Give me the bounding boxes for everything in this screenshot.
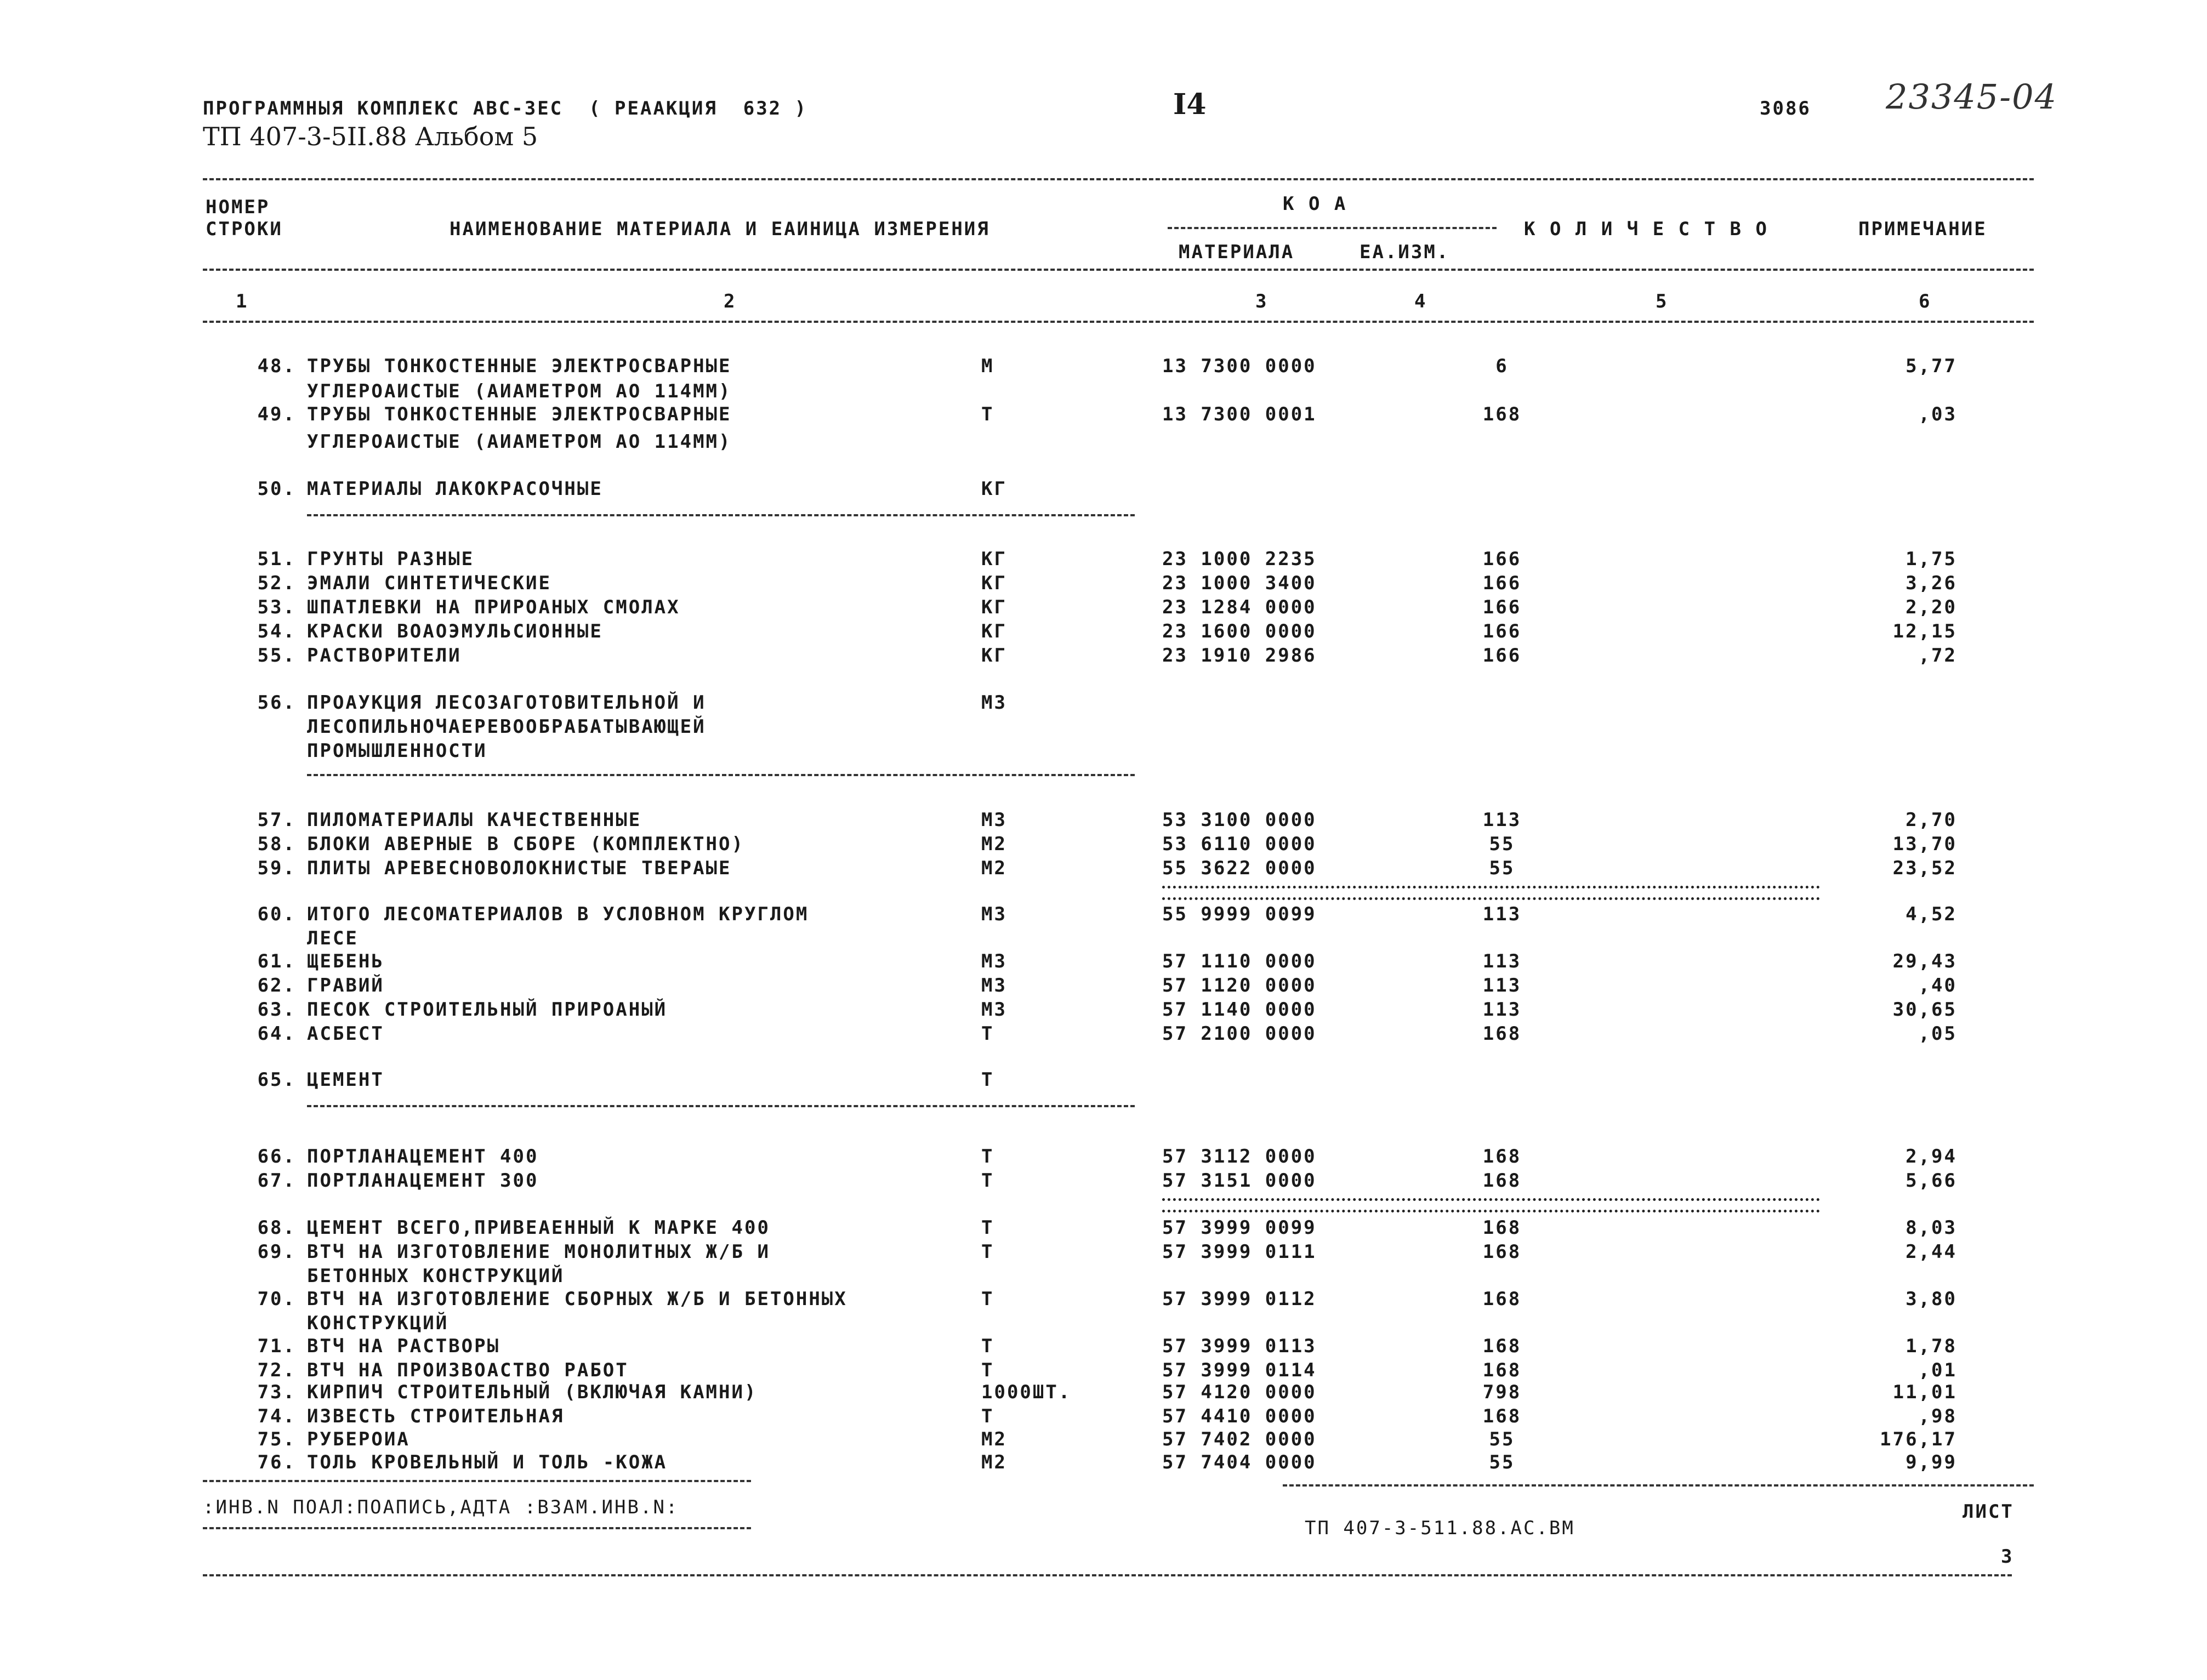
row-unit: КГ — [981, 572, 1007, 594]
row-number: 68. — [257, 1217, 296, 1239]
row-unit: КГ — [981, 645, 1007, 667]
row-material-code: 57 3112 0000 — [1162, 1146, 1317, 1168]
table-row — [203, 975, 2012, 999]
row-name: ПЕСОК СТРОИТЕЛЬНЫЙ ПРИРОАНЫЙ — [307, 999, 668, 1021]
row-number: 65. — [257, 1069, 296, 1091]
table-row — [203, 355, 2012, 379]
table-row — [203, 857, 2012, 881]
row-number: 55. — [257, 645, 296, 667]
row-material-code: 57 3999 0114 — [1162, 1359, 1317, 1381]
row-unit: КГ — [981, 478, 1007, 500]
row-name: ГРУНТЫ РАЗНЫЕ — [307, 548, 475, 570]
row-material-code: 53 6110 0000 — [1162, 833, 1317, 855]
row-quantity: ,40 — [1918, 975, 1957, 996]
row-number: 61. — [257, 950, 296, 972]
page-number: I4 — [1173, 88, 1207, 121]
row-number: 73. — [257, 1381, 296, 1403]
row-name-line2: БЕТОННЫХ КОНСТРУКЦИЙ — [307, 1265, 565, 1287]
row-quantity: 11,01 — [1892, 1381, 1957, 1403]
row-quantity: 2,94 — [1905, 1146, 1957, 1168]
row-quantity: 2,44 — [1905, 1241, 1957, 1263]
row-material-code: 23 1910 2986 — [1162, 645, 1317, 667]
row-number: 56. — [257, 692, 296, 714]
row-unit-code: 166 — [1482, 645, 1522, 667]
table-row — [203, 1217, 2012, 1241]
row-quantity: 5,66 — [1905, 1170, 1957, 1192]
total-separator — [1162, 1198, 1820, 1212]
row-name: ШПАТЛЕВКИ НА ПРИРОАНЫХ СМОЛАХ — [307, 596, 680, 618]
row-quantity: 29,43 — [1892, 950, 1957, 972]
row-unit-code: 6 — [1495, 355, 1509, 377]
row-unit: Т — [981, 1288, 994, 1310]
row-unit-code: 168 — [1482, 403, 1522, 425]
row-name: ЩЕБЕНЬ — [307, 950, 384, 972]
table-row — [203, 903, 2012, 927]
row-unit-code: 168 — [1482, 1359, 1522, 1381]
col-num-1: 1 — [236, 291, 249, 312]
row-number: 76. — [257, 1451, 296, 1473]
row-material-code: 57 3999 0111 — [1162, 1241, 1317, 1263]
footer-stamp-labels: :ИНВ.N ПОАЛ:ПОАПИСЬ,АДТА :ВЗАМ.ИНВ.N: — [203, 1496, 679, 1518]
row-quantity: ,05 — [1918, 1023, 1957, 1045]
footer-document-code: ТП 407-3-511.88.АС.ВМ — [1305, 1517, 1575, 1539]
row-unit: М3 — [981, 975, 1007, 996]
footer-stamp-rule — [203, 1527, 751, 1529]
row-unit-code: 798 — [1482, 1381, 1522, 1403]
row-unit-code: 168 — [1482, 1241, 1522, 1263]
table-row — [203, 1069, 2012, 1093]
row-quantity: 13,70 — [1892, 833, 1957, 855]
row-name-line2: ЛЕСЕ — [307, 927, 359, 949]
table-row — [203, 809, 2012, 833]
row-number: 62. — [257, 975, 296, 996]
row-number: 67. — [257, 1170, 296, 1192]
row-quantity: ,01 — [1918, 1359, 1957, 1381]
row-name: КРАСКИ ВОАОЭМУЛЬСИОННЫЕ — [307, 620, 603, 642]
row-name: ПОРТЛАНАЦЕМЕНТ 300 — [307, 1170, 539, 1192]
row-name: ЦЕМЕНТ — [307, 1069, 384, 1091]
row-unit-code: 168 — [1482, 1023, 1522, 1045]
row-name: ТРУБЫ ТОНКОСТЕННЫЕ ЭЛЕКТРОСВАРНЫЕ — [307, 355, 732, 377]
row-unit: Т — [981, 1170, 994, 1192]
footer-sheet-number: 3 — [2001, 1546, 2014, 1568]
table-row — [203, 620, 2012, 645]
row-material-code: 23 1284 0000 — [1162, 596, 1317, 618]
row-unit: Т — [981, 1069, 994, 1091]
group-rule — [307, 514, 1135, 516]
row-unit-code: 168 — [1482, 1335, 1522, 1357]
row-material-code: 23 1600 0000 — [1162, 620, 1317, 642]
header-material: МАТЕРИАЛА — [1179, 241, 1295, 263]
table-row — [203, 596, 2012, 620]
row-name: ПИЛОМАТЕРИАЛЫ КАЧЕСТВЕННЫЕ — [307, 809, 642, 831]
album-title: ТП 407-3-5II.88 Альбом 5 — [203, 122, 538, 151]
row-quantity: 8,03 — [1905, 1217, 1957, 1239]
group-rule — [307, 774, 1135, 776]
row-unit-code: 168 — [1482, 1170, 1522, 1192]
row-quantity: 1,78 — [1905, 1335, 1957, 1357]
row-material-code: 23 1000 2235 — [1162, 548, 1317, 570]
row-name-line2: ЛЕСОПИЛЬНОЧАЕРЕВООБРАБАТЫВАЮЩЕЙ — [307, 716, 706, 738]
row-name: ПРОАУКЦИЯ ЛЕСОЗАГОТОВИТЕЛЬНОЙ И — [307, 692, 706, 714]
row-unit: Т — [981, 1405, 994, 1427]
footer-rule-bottom — [203, 1574, 2012, 1576]
row-unit: М2 — [981, 857, 1007, 879]
row-unit-code: 55 — [1489, 833, 1515, 855]
total-separator — [1162, 886, 1820, 900]
row-material-code: 57 4410 0000 — [1162, 1405, 1317, 1427]
row-unit: М3 — [981, 950, 1007, 972]
footer-rule-right — [1283, 1484, 2034, 1487]
table-row — [203, 1241, 2012, 1265]
row-name: ЭМАЛИ СИНТЕТИЧЕСКИЕ — [307, 572, 551, 594]
row-number: 49. — [257, 403, 296, 425]
row-number: 64. — [257, 1023, 296, 1045]
col-num-2: 2 — [724, 291, 737, 312]
row-unit: КГ — [981, 548, 1007, 570]
footer-sheet-label: ЛИСТ — [1963, 1501, 2014, 1523]
row-quantity: ,03 — [1918, 403, 1957, 425]
row-material-code: 57 3999 0113 — [1162, 1335, 1317, 1357]
row-unit: М3 — [981, 903, 1007, 925]
table-row — [203, 833, 2012, 857]
row-unit: Т — [981, 1241, 994, 1263]
row-number: 51. — [257, 548, 296, 570]
row-number: 59. — [257, 857, 296, 879]
row-unit: Т — [981, 1335, 994, 1357]
row-name: ВТЧ НА ИЗГОТОВЛЕНИЕ СБОРНЫХ Ж/Б И БЕТОННЫХ — [307, 1288, 847, 1310]
row-number: 72. — [257, 1359, 296, 1381]
table-row — [203, 1359, 2012, 1383]
row-quantity: 30,65 — [1892, 999, 1957, 1021]
table-row — [203, 1451, 2012, 1476]
table-row — [203, 999, 2012, 1023]
row-material-code: 57 1110 0000 — [1162, 950, 1317, 972]
document-code: 3086 — [1760, 98, 1811, 119]
row-number: 74. — [257, 1405, 296, 1427]
row-number: 57. — [257, 809, 296, 831]
row-unit-code: 113 — [1482, 999, 1522, 1021]
row-material-code: 57 7404 0000 — [1162, 1451, 1317, 1473]
handwritten-number: 23345-04 — [1886, 77, 2058, 117]
row-number: 69. — [257, 1241, 296, 1263]
row-material-code: 23 1000 3400 — [1162, 572, 1317, 594]
row-number: 70. — [257, 1288, 296, 1310]
row-number: 48. — [257, 355, 296, 377]
row-number: 75. — [257, 1428, 296, 1450]
row-quantity: 5,77 — [1905, 355, 1957, 377]
row-quantity: 2,20 — [1905, 596, 1957, 618]
row-quantity: 12,15 — [1892, 620, 1957, 642]
row-material-code: 57 7402 0000 — [1162, 1428, 1317, 1450]
table-row — [203, 572, 2012, 596]
footer-rule-left — [203, 1480, 751, 1482]
row-unit: М3 — [981, 692, 1007, 714]
header-quantity: К О Л И Ч Е С Т В О — [1524, 218, 1768, 240]
row-unit-code: 113 — [1482, 975, 1522, 996]
table-row — [203, 645, 2012, 669]
row-unit-code: 168 — [1482, 1405, 1522, 1427]
table-row — [203, 478, 2012, 502]
row-name: РУБЕРОИА — [307, 1428, 410, 1450]
table-row — [203, 1405, 2012, 1430]
table-row — [203, 692, 2012, 716]
group-rule — [307, 1105, 1135, 1107]
row-number: 66. — [257, 1146, 296, 1168]
table-row — [203, 548, 2012, 572]
row-unit: Т — [981, 1217, 994, 1239]
row-name-line2: КОНСТРУКЦИЙ — [307, 1312, 449, 1334]
row-name: ЦЕМЕНТ ВСЕГО,ПРИВЕАЕННЫЙ К МАРКЕ 400 — [307, 1217, 770, 1239]
row-unit-code: 168 — [1482, 1217, 1522, 1239]
row-quantity: 3,80 — [1905, 1288, 1957, 1310]
row-name: ТРУБЫ ТОНКОСТЕННЫЕ ЭЛЕКТРОСВАРНЫЕ — [307, 403, 732, 425]
header-rule-bottom — [203, 321, 2034, 323]
header-row-no2: СТРОКИ — [206, 218, 283, 240]
row-name: БЛОКИ АВЕРНЫЕ В СБОРЕ (КОМПЛЕКТНО) — [307, 833, 744, 855]
header-code: К О А — [1283, 193, 1347, 215]
row-unit: М2 — [981, 1428, 1007, 1450]
row-number: 54. — [257, 620, 296, 642]
row-unit-code: 113 — [1482, 809, 1522, 831]
row-unit-code: 113 — [1482, 903, 1522, 925]
row-material-code: 57 3999 0112 — [1162, 1288, 1317, 1310]
row-unit-code: 168 — [1482, 1146, 1522, 1168]
row-quantity: 9,99 — [1905, 1451, 1957, 1473]
program-title: ПРОГРАММНЫЯ КОМПЛЕКС АВС-ЗЕС ( РЕААКЦИЯ 632 ) — [203, 98, 808, 119]
header-name: НАИМЕНОВАНИЕ МАТЕРИАЛА И ЕАИНИЦА ИЗМЕРЕНИЯ — [450, 218, 990, 240]
row-material-code: 57 3151 0000 — [1162, 1170, 1317, 1192]
row-number: 58. — [257, 833, 296, 855]
row-material-code: 57 3999 0099 — [1162, 1217, 1317, 1239]
row-name: ГРАВИЙ — [307, 975, 384, 996]
row-unit: Т — [981, 1023, 994, 1045]
col-num-5: 5 — [1656, 291, 1669, 312]
row-name: ИТОГО ЛЕСОМАТЕРИАЛОВ В УСЛОВНОМ КРУГЛОМ — [307, 903, 809, 925]
row-material-code: 57 4120 0000 — [1162, 1381, 1317, 1403]
row-name: КИРПИЧ СТРОИТЕЛЬНЫЙ (ВКЛЮЧАЯ КАМНИ) — [307, 1381, 758, 1403]
row-number: 60. — [257, 903, 296, 925]
table-row — [203, 1146, 2012, 1170]
row-unit-code: 168 — [1482, 1288, 1522, 1310]
row-unit: Т — [981, 403, 994, 425]
row-name: ВТЧ НА РАСТВОРЫ — [307, 1335, 500, 1357]
col-num-3: 3 — [1255, 291, 1269, 312]
row-quantity: 2,70 — [1905, 809, 1957, 831]
header-rule-top — [203, 178, 2034, 180]
row-quantity: 1,75 — [1905, 548, 1957, 570]
row-quantity: 176,17 — [1880, 1428, 1957, 1450]
row-unit: 1000ШТ. — [981, 1381, 1072, 1403]
row-material-code: 57 2100 0000 — [1162, 1023, 1317, 1045]
row-number: 50. — [257, 478, 296, 500]
row-unit-code: 166 — [1482, 596, 1522, 618]
row-unit-code: 113 — [1482, 950, 1522, 972]
row-number: 63. — [257, 999, 296, 1021]
row-material-code: 57 1120 0000 — [1162, 975, 1317, 996]
row-name: ПЛИТЫ АРЕВЕСНОВОЛОКНИСТЫЕ ТВЕРАЫЕ — [307, 857, 732, 879]
row-unit: Т — [981, 1146, 994, 1168]
row-unit-code: 55 — [1489, 1451, 1515, 1473]
row-material-code: 57 1140 0000 — [1162, 999, 1317, 1021]
row-unit: КГ — [981, 596, 1007, 618]
row-name: РАСТВОРИТЕЛИ — [307, 645, 462, 667]
row-name: ВТЧ НА ПРОИЗВОАСТВО РАБОТ — [307, 1359, 629, 1381]
table-row — [203, 1023, 2012, 1047]
row-unit: М3 — [981, 999, 1007, 1021]
row-quantity: 23,52 — [1892, 857, 1957, 879]
row-unit: М3 — [981, 809, 1007, 831]
row-unit: М2 — [981, 1451, 1007, 1473]
row-name: ТОЛЬ КРОВЕЛЬНЫЙ И ТОЛЬ -КОЖА — [307, 1451, 668, 1473]
table-row — [203, 1170, 2012, 1194]
header-row-no: НОМЕР — [206, 196, 270, 218]
table-row — [203, 950, 2012, 975]
row-unit-code: 55 — [1489, 857, 1515, 879]
row-name: ВТЧ НА ИЗГОТОВЛЕНИЕ МОНОЛИТНЫХ Ж/Б И — [307, 1241, 770, 1263]
table-row — [203, 1381, 2012, 1405]
row-material-code: 13 7300 0000 — [1162, 355, 1317, 377]
col-num-6: 6 — [1919, 291, 1932, 312]
row-name-line3: ПРОМЫШЛЕННОСТИ — [307, 740, 487, 762]
table-row — [203, 403, 2012, 428]
row-quantity: ,98 — [1918, 1405, 1957, 1427]
row-unit-code: 166 — [1482, 572, 1522, 594]
table-row — [203, 1288, 2012, 1312]
row-unit: М2 — [981, 833, 1007, 855]
row-name-line2: УГЛЕРОАИСТЫЕ (АИАМЕТРОМ АО 114ММ) — [307, 380, 732, 402]
row-quantity: ,72 — [1918, 645, 1957, 667]
row-name-line2: УГЛЕРОАИСТЫЕ (АИАМЕТРОМ АО 114ММ) — [307, 431, 732, 453]
header-code-rule — [1168, 227, 1497, 229]
row-quantity: 3,26 — [1905, 572, 1957, 594]
table-row — [203, 1335, 2012, 1359]
header-unit: ЕА.ИЗМ. — [1360, 241, 1450, 263]
row-unit: М — [981, 355, 994, 377]
row-unit-code: 166 — [1482, 620, 1522, 642]
row-number: 53. — [257, 596, 296, 618]
row-material-code: 55 9999 0099 — [1162, 903, 1317, 925]
row-name: АСБЕСТ — [307, 1023, 384, 1045]
table-row — [203, 1428, 2012, 1453]
header-note: ПРИМЕЧАНИЕ — [1858, 218, 1987, 240]
row-name: ПОРТЛАНАЦЕМЕНТ 400 — [307, 1146, 539, 1168]
row-unit: КГ — [981, 620, 1007, 642]
row-unit: Т — [981, 1359, 994, 1381]
row-quantity: 4,52 — [1905, 903, 1957, 925]
row-unit-code: 166 — [1482, 548, 1522, 570]
row-name: МАТЕРИАЛЫ ЛАКОКРАСОЧНЫЕ — [307, 478, 603, 500]
row-material-code: 55 3622 0000 — [1162, 857, 1317, 879]
row-material-code: 53 3100 0000 — [1162, 809, 1317, 831]
header-rule-mid — [203, 269, 2034, 271]
row-number: 71. — [257, 1335, 296, 1357]
row-name: ИЗВЕСТЬ СТРОИТЕЛЬНАЯ — [307, 1405, 565, 1427]
row-number: 52. — [257, 572, 296, 594]
row-material-code: 13 7300 0001 — [1162, 403, 1317, 425]
row-unit-code: 55 — [1489, 1428, 1515, 1450]
col-num-4: 4 — [1414, 291, 1427, 312]
